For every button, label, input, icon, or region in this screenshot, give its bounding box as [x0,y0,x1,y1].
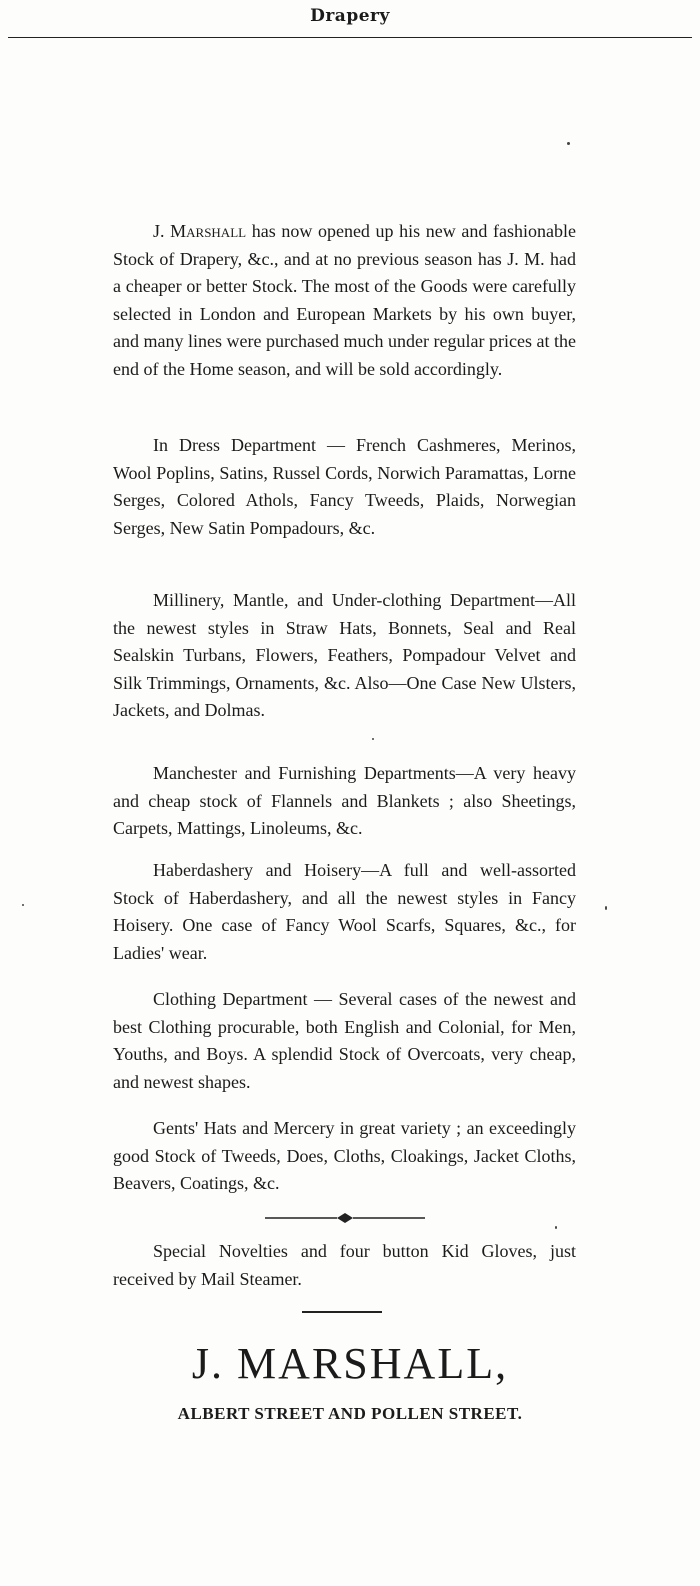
millinery-department-paragraph: Millinery, Mantle, and Under-clothing Department—All the newest styles in Straw Hats, Bonnets, Seal and Real Sealskin Turbans, Flowers, Feathers, Pompadour Velvet and Silk Trimmings, Ornaments, &c. Also—One Case New Ulsters, Jackets, and Dolmas. [113,590,576,721]
merchant-name-smallcaps: J. Marshall [153,221,247,241]
merchant-address: ALBERT STREET AND POLLEN STREET. [177,1404,523,1423]
header-rule [8,37,692,38]
ornament-divider-icon [265,1210,425,1226]
speck [605,906,607,910]
clothing-department-paragraph: Clothing Department — Several cases of the newest and best Clothing procurable, both English and Colonial, for Men, Youths, and Boys. A splendid Stock of Overcoats, very cheap, and newest shapes. [113,989,576,1092]
speck [567,142,570,145]
dress-department-paragraph: In Dress Department — French Cashmeres, Merinos, Wool Poplins, Satins, Russel Cords, Norwich Paramattas, Lorne Serges, Colored Athols, Fancy Tweeds, Plaids, Norwegian Serges, New Satin Pompadours, &c. [113,435,576,538]
haberdashery-paragraph: Haberdashery and Hoisery—A full and well-assorted Stock of Haberdashery, and all the newest styles in Fancy Hoisery. One case of Fancy Wool Scarfs, Squares, &c., for Ladies' wear. [113,860,576,963]
intro-paragraph [113,218,576,384]
speck [372,738,374,740]
signature-rule [302,1311,382,1313]
gents-hats-paragraph: Gents' Hats and Mercery in great variety ; an exceedingly good Stock of Tweeds, Does, Cloths, Cloakings, Jacket Cloths, Beavers, Coatings, &c. [113,1118,576,1194]
manchester-department-paragraph: Manchester and Furnishing Departments—A very heavy and cheap stock of Flannels and Blankets ; also Sheetings, Carpets, Mattings, Linoleums, &c. [113,763,576,839]
speck [22,904,24,906]
merchant-signature-name: J. MARSHALL, [191,1339,509,1388]
page-header-title: Drapery [310,6,390,26]
speck [555,1226,557,1229]
novelties-paragraph: Special Novelties and four button Kid Gloves, just received by Mail Steamer. [113,1241,576,1289]
intro-text: has now opened up his new and fashionable Stock of Drapery, &c., and at no previous season has J. M. had a cheaper or better Stock. The most of the Goods were carefully selected in London and European Markets by his own buyer, and many lines were purchased much under regular prices at the end of the Home season, and will be sold accordingly. [113,221,576,379]
